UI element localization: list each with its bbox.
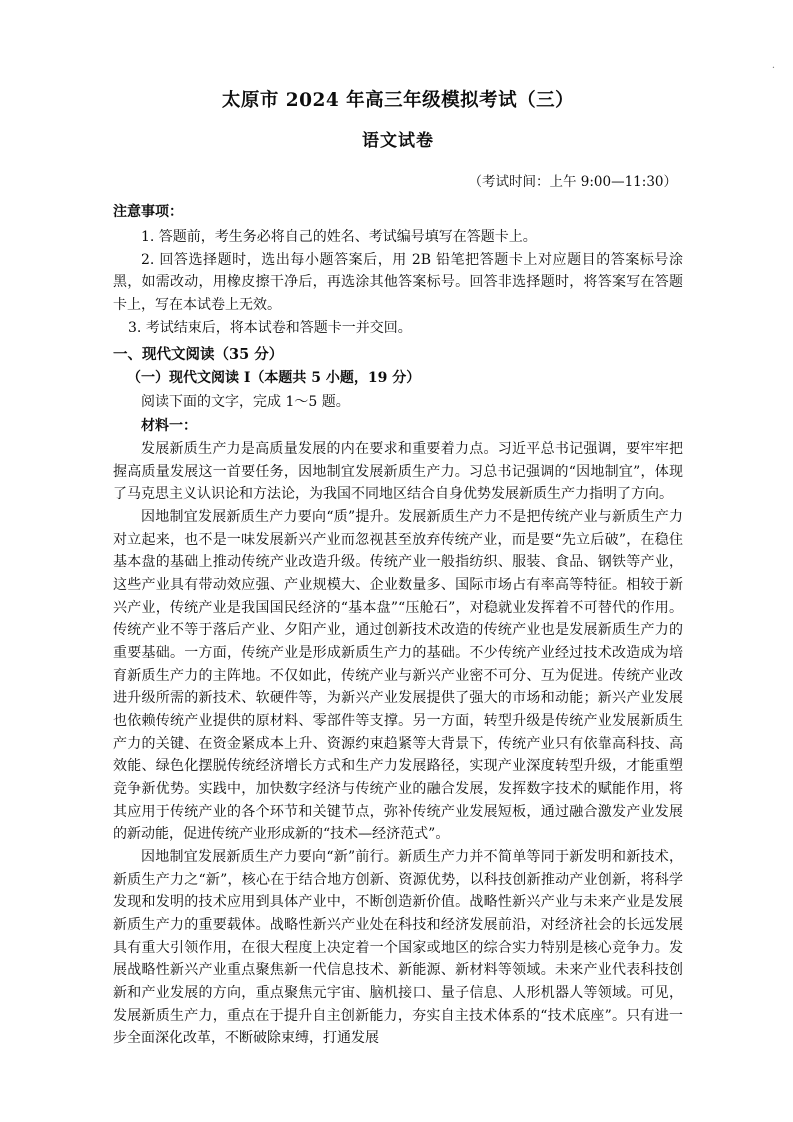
exam-time-note: （考试时间：上午 9:00—11:30） <box>468 173 677 190</box>
subject-title: 语文试卷 <box>362 130 434 151</box>
material-label-1: 材料一： <box>141 417 197 434</box>
page-title: 太原市 2024 年高三年级模拟考试（三） <box>221 90 575 111</box>
notice-item-2: 2. 回答选择题时，选出每小题答案后，用 2B 铅笔把答题卡上对应题目的答案标号涂黑，如需改动，用橡皮擦干净后，再选涂其他答案标号。回答非选择题时，将答案写在答题卡上，写在本试卷上无效。 <box>113 251 683 313</box>
notice-item-1: 1. 答题前，考生务必将自己的姓名、考试编号填写在答题卡上。 <box>141 228 537 245</box>
paragraph-3: 因地制宜发展新质生产力要向“新”前行。新质生产力并不简单等同于新发明和新技术，新质生产力之“新”，核心在于结合地方创新、资源优势，以科技创新推动产业创新，将科学发现和发明的技术应用到具体产业中，不断创造新价值。战略性新兴产业与未来产业是发展新质生产力的重要载体。战略性新兴产业处在科技和经济发展前沿，对经济社会的长远发展具有重大引领作用，在很大程度上决定着一个国家或地区的综合实力特别是核心竞争力。发展战略性新兴产业重点聚焦新一代信息技术、新能源、新材料等领域。未来产业代表科技创新和产业发展的方向，重点聚焦元宇宙、脑机接口、量子信息、人形机器人等领域。可见，发展新质生产力，重点在于提升自主创新能力，夯实自主技术体系的“技术底座”。只有进一步全面深化改革，不断破除束缚，打通发展 <box>113 849 683 1047</box>
page-corner-mark: · <box>771 63 775 74</box>
paragraph-1: 发展新质生产力是高质量发展的内在要求和重要着力点。习近平总书记强调，要牢牢把握高质量发展这一首要任务，因地制宜发展新质生产力。习总书记强调的“因地制宜”，体现了马克思主义认识论和方法论，为我国不同地区结合自身优势发展新质生产力指明了方向。 <box>113 440 683 503</box>
subsection-heading-1: （一）现代文阅读 I（本题共 5 小题，19 分） <box>127 370 421 387</box>
material-text <box>113 438 683 1050</box>
notice-heading: 注意事项： <box>113 203 183 220</box>
paragraph-2: 因地制宜发展新质生产力要向“质”提升。发展新质生产力不是把传统产业与新质生产力对立起来，也不是一味发展新兴产业而忽视甚至放弃传统产业，而是要“先立后破”，在稳住基本盘的基础上推动传统产业改造升级。传统产业一般指纺织、服装、食品、钢铁等产业，这些产业具有带动效应强、产业规模大、企业数量多、国际市场占有率高等特征。相较于新兴产业，传统产业是我国国民经济的“基本盘”“压舱石”，对稳就业发挥着不可替代的作用。传统产业不等于落后产业、夕阳产业，通过创新技术改造的传统产业也是发展新质生产力的重要基础。一方面，传统产业是形成新质生产力的基础。不少传统产业经过技术改造成为培育新质生产力的主阵地。不仅如此，传统产业与新兴产业密不可分、互为促进。传统产业改进升级所需的新技术、软硬件等，为新兴产业发展提供了强大的市场和动能；新兴产业发展也依赖传统产业提供的原材料、零部件等支撑。另一方面，转型升级是传统产业发展新质生产力的关键、在资金紧成本上升、资源约束趋紧等大背景下，传统产业只有依靠高科技、高效能、绿色化摆脱传统经济增长方式和生产力发展路径，实现产业深度转型升级，才能重塑竞争新优势。实践中，加快数字经济与传统产业的融合发展，发挥数字技术的赋能作用，将其应用于传统产业的各个环节和关键节点，弥补传统产业发展短板，通过融合激发产业发展的新动能，促进传统产业形成新的“技术—经济范式”。 <box>113 508 683 843</box>
reading-instruction: 阅读下面的文字，完成 1～5 题。 <box>141 393 350 410</box>
notice-list <box>113 226 683 339</box>
section-heading-1: 一、现代文阅读（35 分） <box>113 346 284 364</box>
notice-item-3: 3. 考试结束后，将本试卷和答题卡一并交回。 <box>128 319 412 336</box>
document-body <box>113 88 683 1050</box>
